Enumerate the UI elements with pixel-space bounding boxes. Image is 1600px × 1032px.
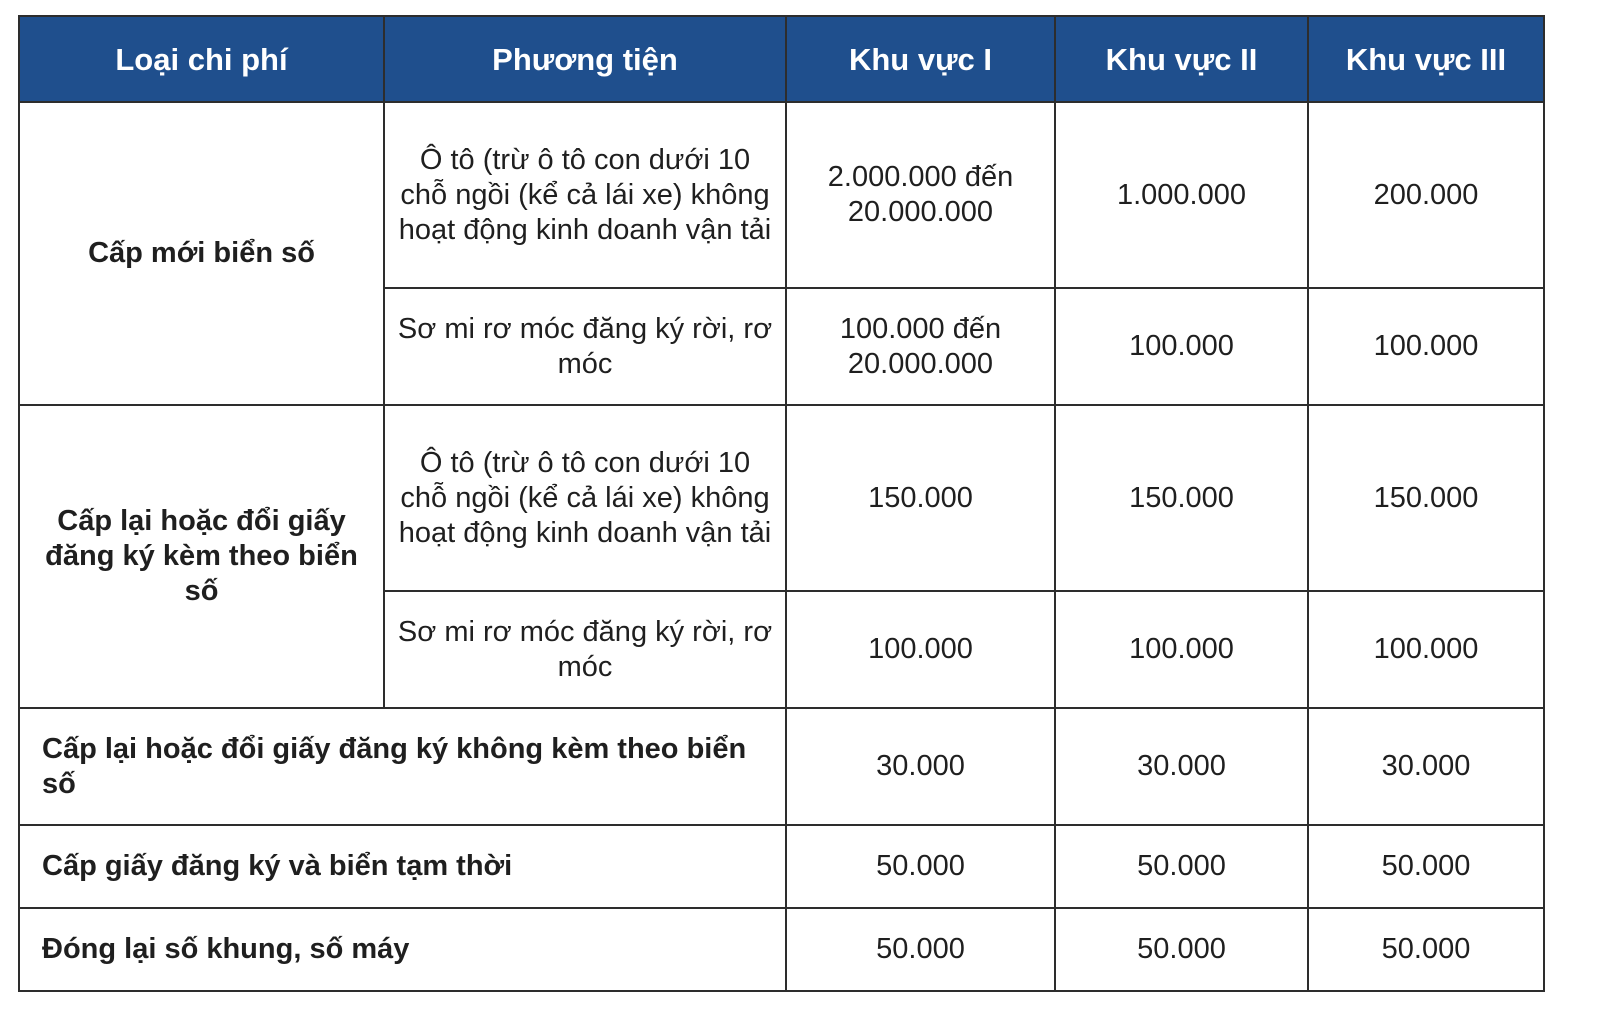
table-header-row (19, 16, 1544, 102)
cost-type-label: Cấp mới biển số (19, 102, 384, 405)
header-vehicle: Phương tiện (384, 16, 786, 102)
region-1-value: 2.000.000 đến 20.000.000 (786, 102, 1055, 288)
table-row (19, 405, 1544, 591)
region-2-value: 150.000 (1055, 405, 1308, 591)
region-2-value: 50.000 (1055, 908, 1308, 991)
header-cost-type: Loại chi phí (19, 16, 384, 102)
region-3-value: 50.000 (1308, 908, 1544, 991)
region-3-value: 150.000 (1308, 405, 1544, 591)
region-1-value: 30.000 (786, 708, 1055, 825)
region-1-value: 150.000 (786, 405, 1055, 591)
cost-type-label: Cấp lại hoặc đổi giấy đăng ký kèm theo biển số (19, 405, 384, 708)
header-region-3: Khu vực III (1308, 16, 1544, 102)
region-2-value: 100.000 (1055, 288, 1308, 405)
region-2-value: 50.000 (1055, 825, 1308, 908)
region-1-value: 50.000 (786, 908, 1055, 991)
region-3-value: 100.000 (1308, 591, 1544, 708)
vehicle-cell: Ô tô (trừ ô tô con dưới 10 chỗ ngồi (kể cả lái xe) không hoạt động kinh doanh vận tải (384, 102, 786, 288)
region-3-value: 50.000 (1308, 825, 1544, 908)
region-1-value: 50.000 (786, 825, 1055, 908)
cost-type-label: Cấp lại hoặc đổi giấy đăng ký không kèm theo biển số (19, 708, 786, 825)
table-row (19, 708, 1544, 825)
region-3-value: 100.000 (1308, 288, 1544, 405)
region-2-value: 30.000 (1055, 708, 1308, 825)
region-3-value: 200.000 (1308, 102, 1544, 288)
region-3-value: 30.000 (1308, 708, 1544, 825)
region-2-value: 100.000 (1055, 591, 1308, 708)
vehicle-cell: Ô tô (trừ ô tô con dưới 10 chỗ ngồi (kể cả lái xe) không hoạt động kinh doanh vận tải (384, 405, 786, 591)
vehicle-cell: Sơ mi rơ móc đăng ký rời, rơ móc (384, 591, 786, 708)
fee-table (18, 15, 1545, 992)
table-row (19, 102, 1544, 288)
region-1-value: 100.000 (786, 591, 1055, 708)
cost-type-label: Đóng lại số khung, số máy (19, 908, 786, 991)
table-row (19, 825, 1544, 908)
header-region-2: Khu vực II (1055, 16, 1308, 102)
vehicle-cell: Sơ mi rơ móc đăng ký rời, rơ móc (384, 288, 786, 405)
table-row (19, 908, 1544, 991)
region-1-value: 100.000 đến 20.000.000 (786, 288, 1055, 405)
region-2-value: 1.000.000 (1055, 102, 1308, 288)
header-region-1: Khu vực I (786, 16, 1055, 102)
cost-type-label: Cấp giấy đăng ký và biển tạm thời (19, 825, 786, 908)
